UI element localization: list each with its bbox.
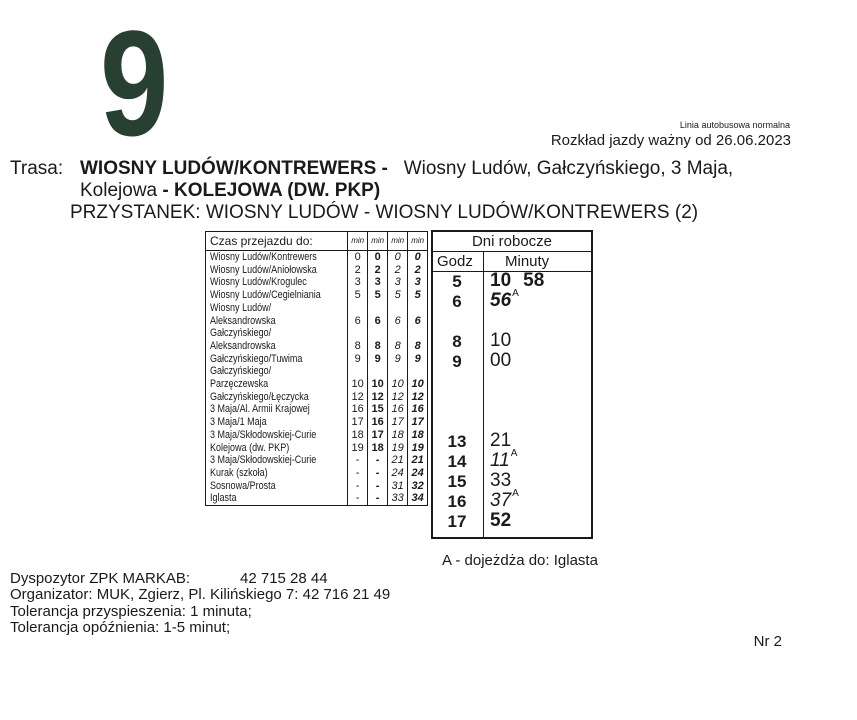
stop-name-text: Wiosny Ludów/Krogulec [210,276,307,289]
travel-time-cell: 18 [368,442,388,455]
minutes-unit-header: min [408,232,428,251]
travel-row [206,327,428,352]
travel-time-cell: 3 [408,276,428,289]
footnote-marker: A [510,448,518,459]
minutes-unit-header: min [368,232,388,251]
travel-time-cell: 2 [408,264,428,277]
minute-value: 56 [490,290,512,311]
travel-time-cell: 21 [388,454,408,467]
travel-time-cell: 0 [388,251,408,264]
travel-time-cell: 19 [408,442,428,455]
travel-time-cell: 0 [368,251,388,264]
travel-row [206,492,428,505]
hour-column-header: Godz [437,253,473,270]
departure-minute [490,430,511,451]
footnote-marker: A [512,288,519,299]
travel-time-cell: 8 [348,327,368,352]
minute-value: 33 [490,470,512,491]
stop-name-text: 3 Maja/Skłodowskiej-Curie [210,428,317,441]
sheet-number: Nr 2 [753,633,782,650]
column-divider [483,252,484,537]
stop-name-cell [206,403,348,416]
stop-name-text: Gałczyńskiego/ [210,327,272,340]
departure-minute [490,490,519,511]
travel-time-cell: 16 [348,403,368,416]
stop-name-text: 3 Maja/Skłodowskiej-Curie [210,454,317,467]
travel-time-cell: 2 [348,264,368,277]
stop-name-text: Aleksandrowska [210,339,276,352]
stop-name-text: Kolejowa (dw. PKP) [210,441,290,454]
day-type-header: Dni robocze [433,232,591,252]
stop-name-text: Parzęczewska [210,378,269,391]
travel-row [206,403,428,416]
stop-name-cell [206,365,348,390]
departure-minute [490,350,511,371]
travel-time-cell: 21 [408,454,428,467]
travel-time-cell: 24 [388,467,408,480]
travel-time-cell: 31 [388,480,408,493]
stop-name-cell [206,353,348,366]
travel-time-cell: 16 [408,403,428,416]
travel-time-cell: 9 [408,353,428,366]
departure-minute [523,270,544,291]
stop-name-cell [206,480,348,493]
travel-time-cell: - [348,492,368,505]
stop-name-text: Wiosny Ludów/Kontrewers [210,251,317,263]
travel-time-cell: 2 [388,264,408,277]
travel-time-cell: - [368,467,388,480]
stop-name-cell [206,442,348,455]
travel-row [206,276,428,289]
stop-name-text: Gałczyńskiego/Tuwima [210,352,303,365]
travel-time-cell: 34 [408,492,428,505]
departure-minutes [490,290,531,312]
travel-time-cell: 24 [408,467,428,480]
stop-name-text: Aleksandrowska [210,314,276,327]
travel-time-cell: 2 [368,264,388,277]
stop-name-text: 3 Maja/Al. Armii Krajowej [210,403,310,416]
travel-time-cell: 19 [348,442,368,455]
travel-row [206,251,428,264]
minute-value: 10 [490,330,512,351]
departure-minute [490,270,511,291]
travel-time-cell: 18 [408,429,428,442]
travel-time-cell: 6 [388,302,408,327]
stop-name-cell [206,251,348,264]
minutes-unit-header: min [388,232,408,251]
departure-minutes [490,330,523,352]
departure-minutes [490,270,556,292]
travel-times-table [205,231,428,506]
minute-value: 52 [490,510,512,531]
departure-minutes [490,350,523,372]
travel-time-cell: 12 [348,391,368,404]
travel-time-cell: 33 [388,492,408,505]
travel-time-cell: 5 [348,289,368,302]
departure-hour: 16 [447,492,467,511]
route-via-line2: Kolejowa [80,180,158,201]
departures-column-headers [433,252,591,272]
travel-time-cell: 3 [368,276,388,289]
departure-hour: 6 [452,292,462,311]
travel-time-cell: 15 [368,403,388,416]
travel-time-cell: - [348,467,368,480]
travel-time-cell: 6 [408,302,428,327]
minutes-unit-header: min [348,232,368,251]
travel-time-cell: - [368,454,388,467]
travel-time-cell: 12 [368,391,388,404]
travel-header-row [206,232,428,251]
stop-name-cell [206,276,348,289]
stop-name-text: Wiosny Ludów/Cegielniania [210,289,321,302]
travel-time-cell: 16 [388,403,408,416]
travel-time-cell: 17 [408,416,428,429]
minute-value: 21 [490,430,512,451]
travel-time-cell: 8 [388,327,408,352]
travel-header-label: Czas przejazdu do: [206,232,348,251]
travel-time-cell: 12 [388,391,408,404]
travel-row [206,442,428,455]
travel-time-cell: 19 [388,442,408,455]
tolerance-late: Tolerancja opóźnienia: 1-5 minut; [10,619,231,636]
stop-name-text: Wiosny Ludów/ [210,301,272,314]
travel-time-cell: 10 [348,365,368,390]
route-description [10,158,830,202]
minute-value: 37 [490,490,512,511]
valid-from-date: Rozkład jazdy ważny od 26.06.2023 [550,132,791,149]
travel-time-cell: 9 [388,353,408,366]
travel-time-cell: 5 [388,289,408,302]
travel-time-cell: 17 [388,416,408,429]
travel-time-cell: - [348,454,368,467]
travel-time-cell: 5 [408,289,428,302]
travel-row [206,302,428,327]
stop-name-text: Gałczyńskiego/ [210,365,272,378]
route-start: WIOSNY LUDÓW/KONTREWERS - [80,158,388,179]
travel-row [206,365,428,390]
travel-time-cell: 9 [368,353,388,366]
travel-time-cell: 6 [368,302,388,327]
travel-time-cell: 12 [408,391,428,404]
stop-name-cell [206,492,348,505]
travel-time-cell: 10 [388,365,408,390]
departures-table [431,230,593,539]
departure-minutes [490,450,529,472]
travel-time-cell: 8 [368,327,388,352]
stop-name-cell [206,391,348,404]
stop-name-cell [206,454,348,467]
line-type-label: Linia autobusowa normalna [679,120,790,130]
stop-name-cell [206,416,348,429]
stop-name-text: Iglasta [210,492,237,505]
travel-time-cell: - [348,480,368,493]
travel-time-cell: 8 [408,327,428,352]
stop-name-text: 3 Maja/1 Maja [210,416,267,429]
travel-time-cell: 17 [348,416,368,429]
stop-name: PRZYSTANEK: WIOSNY LUDÓW - WIOSNY LUDÓW/KONTREWERS (2) [70,202,699,223]
departure-minutes [490,430,523,452]
stop-name-cell [206,467,348,480]
stop-name-text: Kurak (szkoła) [210,466,268,479]
legend-note: A - dojeżdża do: Iglasta [442,552,598,569]
dispatcher-phone: 42 715 28 44 [240,570,328,587]
dispatcher-label: Dyspozytor ZPK MARKAB: [10,570,191,587]
stop-name-text: Wiosny Ludów/Aniołowska [210,263,317,276]
departure-minute [490,470,511,491]
route-end: - KOLEJOWA (DW. PKP) [162,180,381,201]
departure-hour: 15 [447,472,467,491]
travel-row [206,429,428,442]
departure-hour: 9 [452,352,462,371]
departure-hour: 13 [447,432,467,451]
travel-time-cell: 16 [368,416,388,429]
travel-time-cell: 3 [388,276,408,289]
departure-minutes [490,510,523,532]
stop-name-cell [206,302,348,327]
departure-hour: 5 [452,272,462,291]
stop-name-cell [206,327,348,352]
stop-name-cell [206,289,348,302]
departure-minute [490,510,511,531]
route-label: Trasa: [10,158,64,179]
travel-row [206,480,428,493]
travel-time-cell: - [368,492,388,505]
travel-row [206,391,428,404]
travel-time-cell: 3 [348,276,368,289]
travel-row [206,467,428,480]
travel-row [206,289,428,302]
travel-time-cell: 18 [388,429,408,442]
minute-value: 10 [490,270,512,291]
travel-row [206,353,428,366]
travel-time-cell: 17 [368,429,388,442]
minute-value: 00 [490,350,512,371]
departure-minute [490,290,519,311]
minutes-column-header: Minuty [505,253,550,270]
travel-time-cell: - [368,480,388,493]
departure-hour: 14 [447,452,467,471]
departure-hour: 17 [447,512,467,531]
travel-time-cell: 10 [408,365,428,390]
stop-name-cell [206,264,348,277]
footnote-marker: A [512,488,519,499]
travel-time-cell: 9 [348,353,368,366]
stop-name-text: Sosnowa/Prosta [210,479,276,492]
line-number: 9 [100,0,166,167]
stop-name-cell [206,429,348,442]
organizer-info: Organizator: MUK, Zgierz, Pl. Kilińskiego 7: 42 716 21 49 [10,586,391,603]
minute-value: 58 [523,270,545,291]
travel-time-cell: 5 [368,289,388,302]
travel-row [206,454,428,467]
travel-time-cell: 0 [348,251,368,264]
departure-minute [490,330,511,351]
travel-time-cell: 18 [348,429,368,442]
route-via-line1: Wiosny Ludów, Gałczyńskiego, 3 Maja, [403,158,734,179]
travel-row [206,416,428,429]
travel-time-cell: 6 [348,302,368,327]
departure-minute [490,450,517,471]
travel-time-cell: 10 [368,365,388,390]
travel-time-cell: 0 [408,251,428,264]
minute-value: 11 [490,450,510,471]
departure-minutes [490,490,531,512]
travel-row [206,264,428,277]
travel-time-cell: 32 [408,480,428,493]
tolerance-early: Tolerancja przyspieszenia: 1 minuta; [10,603,252,620]
departure-hour: 8 [452,332,462,351]
stop-name-text: Gałczyńskiego/Łęczycka [210,390,309,403]
